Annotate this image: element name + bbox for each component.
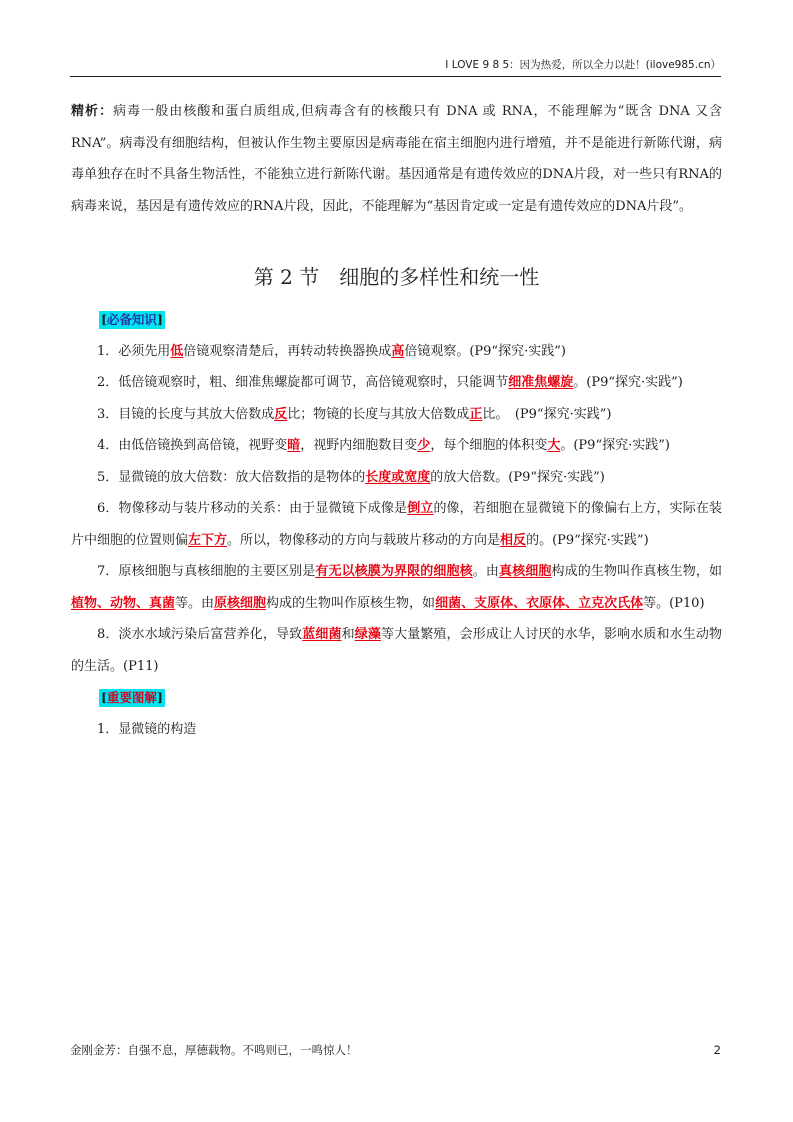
knowledge-item-3: 3．目镜的长度与其放大倍数成反比；物镜的长度与其放大倍数成正比。 (P9“探究·实践”) [97, 406, 612, 422]
diagram-item-1: 1．显微镜的构造 [97, 721, 197, 737]
page-number: 2 [713, 1043, 721, 1057]
knowledge-item-1: 1．必须先用低倍镜观察清楚后，再转动转换器换成高倍镜观察。(P9“探究·实践”) [97, 343, 566, 359]
knowledge-item-4: 4．由低倍镜换到高倍镜，视野变暗，视野内细胞数目变少，每个细胞的体积变大。(P9“探究·实践”) [97, 438, 670, 453]
page-content [71, 96, 722, 745]
footer-motto: 金刚金芳：自强不息，厚德载物。不鸣则已，一鸣惊人！ [70, 1043, 358, 1057]
knowledge-item-8: 8．淡水水域污染后富营养化，导致蓝细菌和绿藻等大量繁殖，会形成让人讨厌的水华，影响水质和水生动物的生活。(P11) [71, 627, 722, 674]
page-header: I LOVE 9 8 5：因为热爱，所以全力以赴！(ilove985.cn） [445, 59, 721, 71]
tag-important-diagrams: [重要图解] [101, 689, 163, 705]
analysis-text: 病毒一般由核酸和蛋白质组成,但病毒含有的核酸只有 DNA 或 RNA，不能理解为“既含 DNA 又含 RNA”。病毒没有细胞结构，但被认作生物主要原因是病毒能在宿主细胞内进行增殖，并不是能进行新陈代谢，病毒单独存在时不具备生物活性，不能独立进行新陈代谢。基因通常是有遗传效应的DNA片段，对一些只有RNA的病毒来说，基因是有遗传效应的RNA片段，因此，不能理解为“基因肯定或一定是有遗传效应的DNA片段”。 [71, 104, 722, 214]
knowledge-item-5: 5．显微镜的放大倍数：放大倍数指的是物体的长度或宽度的放大倍数。(P9“探究·实践”) [97, 469, 605, 485]
analysis-label: 精析： [71, 104, 114, 119]
analysis-paragraph [71, 96, 722, 222]
knowledge-item-2: 2．低倍镜观察时，粗、细准焦螺旋都可调节，高倍镜观察时，只能调节细准焦螺旋。(P9“探究·实践”) [97, 375, 683, 390]
knowledge-item-7: 7．原核细胞与真核细胞的主要区别是有无以核膜为界限的细胞核。由真核细胞构成的生物叫作真核生物，如植物、动物、真菌等。由原核细胞构成的生物叫作原核生物，如细菌、支原体、衣原体、立克次氏体等。(P10) [71, 564, 722, 611]
header-rule [70, 76, 721, 77]
tag-essential-knowledge: [必备知识] [101, 311, 163, 327]
section-title: 第 2 节 细胞的多样性和统一性 [253, 265, 540, 289]
knowledge-item-6: 6．物像移动与装片移动的关系：由于显微镜下成像是倒立的像，若细胞在显微镜下的像偏右上方，实际在装片中细胞的位置则偏左下方。所以，物像移动的方向与载玻片移动的方向是相反的。(P9“探究·实践”) [71, 501, 722, 548]
